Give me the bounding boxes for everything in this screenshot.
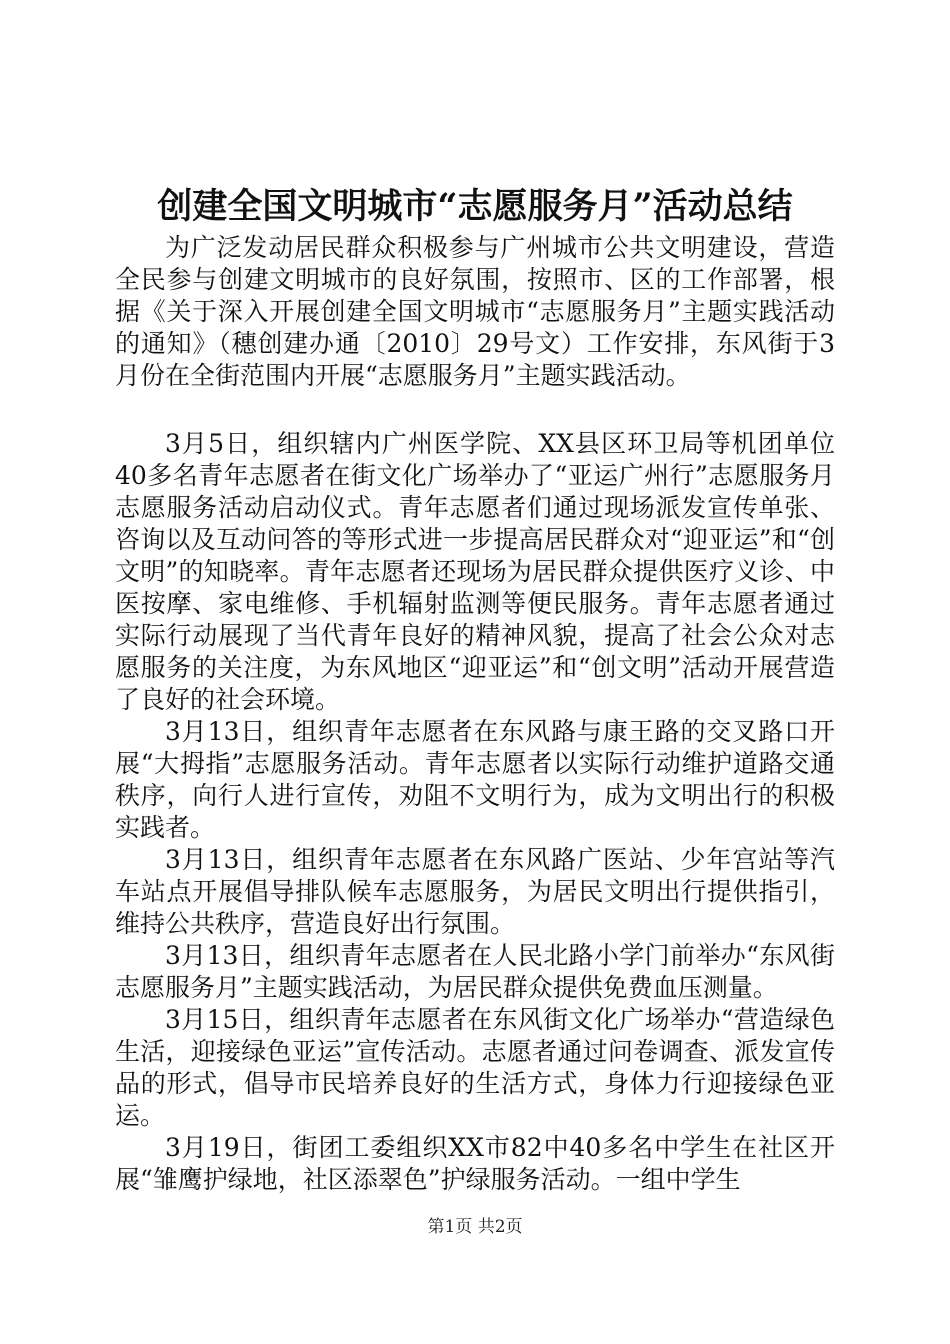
paragraph-march-13-queue: 3月13日，组织青年志愿者在东风路广医站、少年宫站等汽车站点开展倡导排队候车志愿服务，为居民文明出行提供指引，维持公共秩序，营造良好出行氛围。 xyxy=(115,845,835,938)
paragraph-intro: 为广泛发动居民群众积极参与广州城市公共文明建设，营造全民参与创建文明城市的良好氛围，按照市、区的工作部署，根据《关于深入开展创建全国文明城市“志愿服务月”主题实践活动的通知》（穗创建办通〔2010〕29号文）工作安排，东风街于3月份在全街范围内开展“志愿服务月”主题实践活动。 xyxy=(115,233,835,390)
paragraph-march-15: 3月15日，组织青年志愿者在东风街文化广场举办“营造绿色生活，迎接绿色亚运”宣传活动。志愿者通过问卷调查、派发宣传品的形式，倡导市民培养良好的生活方式，身体力行迎接绿色亚运。 xyxy=(115,1005,835,1130)
paragraph-march-13-blood-pressure: 3月13日，组织青年志愿者在人民北路小学门前举办“东风街志愿服务月”主题实践活动，为居民群众提供免费血压测量。 xyxy=(115,941,835,1002)
paragraph-march-13-thumb: 3月13日，组织青年志愿者在东风路与康王路的交叉路口开展“大拇指”志愿服务活动。青年志愿者以实际行动维护道路交通秩序，向行人进行宣传，劝阻不文明行为，成为文明出行的积极实践者。 xyxy=(115,717,835,842)
paragraph-march-19: 3月19日，街团工委组织XX市82中40多名中学生在社区开展“雏鹰护绿地，社区添翠色”护绿服务活动。一组中学生 xyxy=(115,1133,835,1194)
document-title: 创建全国文明城市“志愿服务月”活动总结 xyxy=(157,186,793,227)
paragraph-spacer xyxy=(115,392,835,428)
page-number-footer: 第1页 共2页 xyxy=(427,1217,523,1237)
paragraph-march-5: 3月5日，组织辖内广州医学院、XX县区环卫局等机团单位40多名青年志愿者在街文化广场举办了“亚运广州行”志愿服务月志愿服务活动启动仪式。青年志愿者们通过现场派发宣传单张、咨询以及互动问答的等形式进一步提高居民群众对“迎亚运”和“创文明”的知晓率。青年志愿者还现场为居民群众提供医疗义诊、中医按摩、家电维修、手机辐射监测等便民服务。青年志愿者通过实际行动展现了当代青年良好的精神风貌，提高了社会公众对志愿服务的关注度，为东风地区“迎亚运”和“创文明”活动开展营造了良好的社会环境。 xyxy=(115,429,835,714)
document-body xyxy=(115,232,835,1196)
